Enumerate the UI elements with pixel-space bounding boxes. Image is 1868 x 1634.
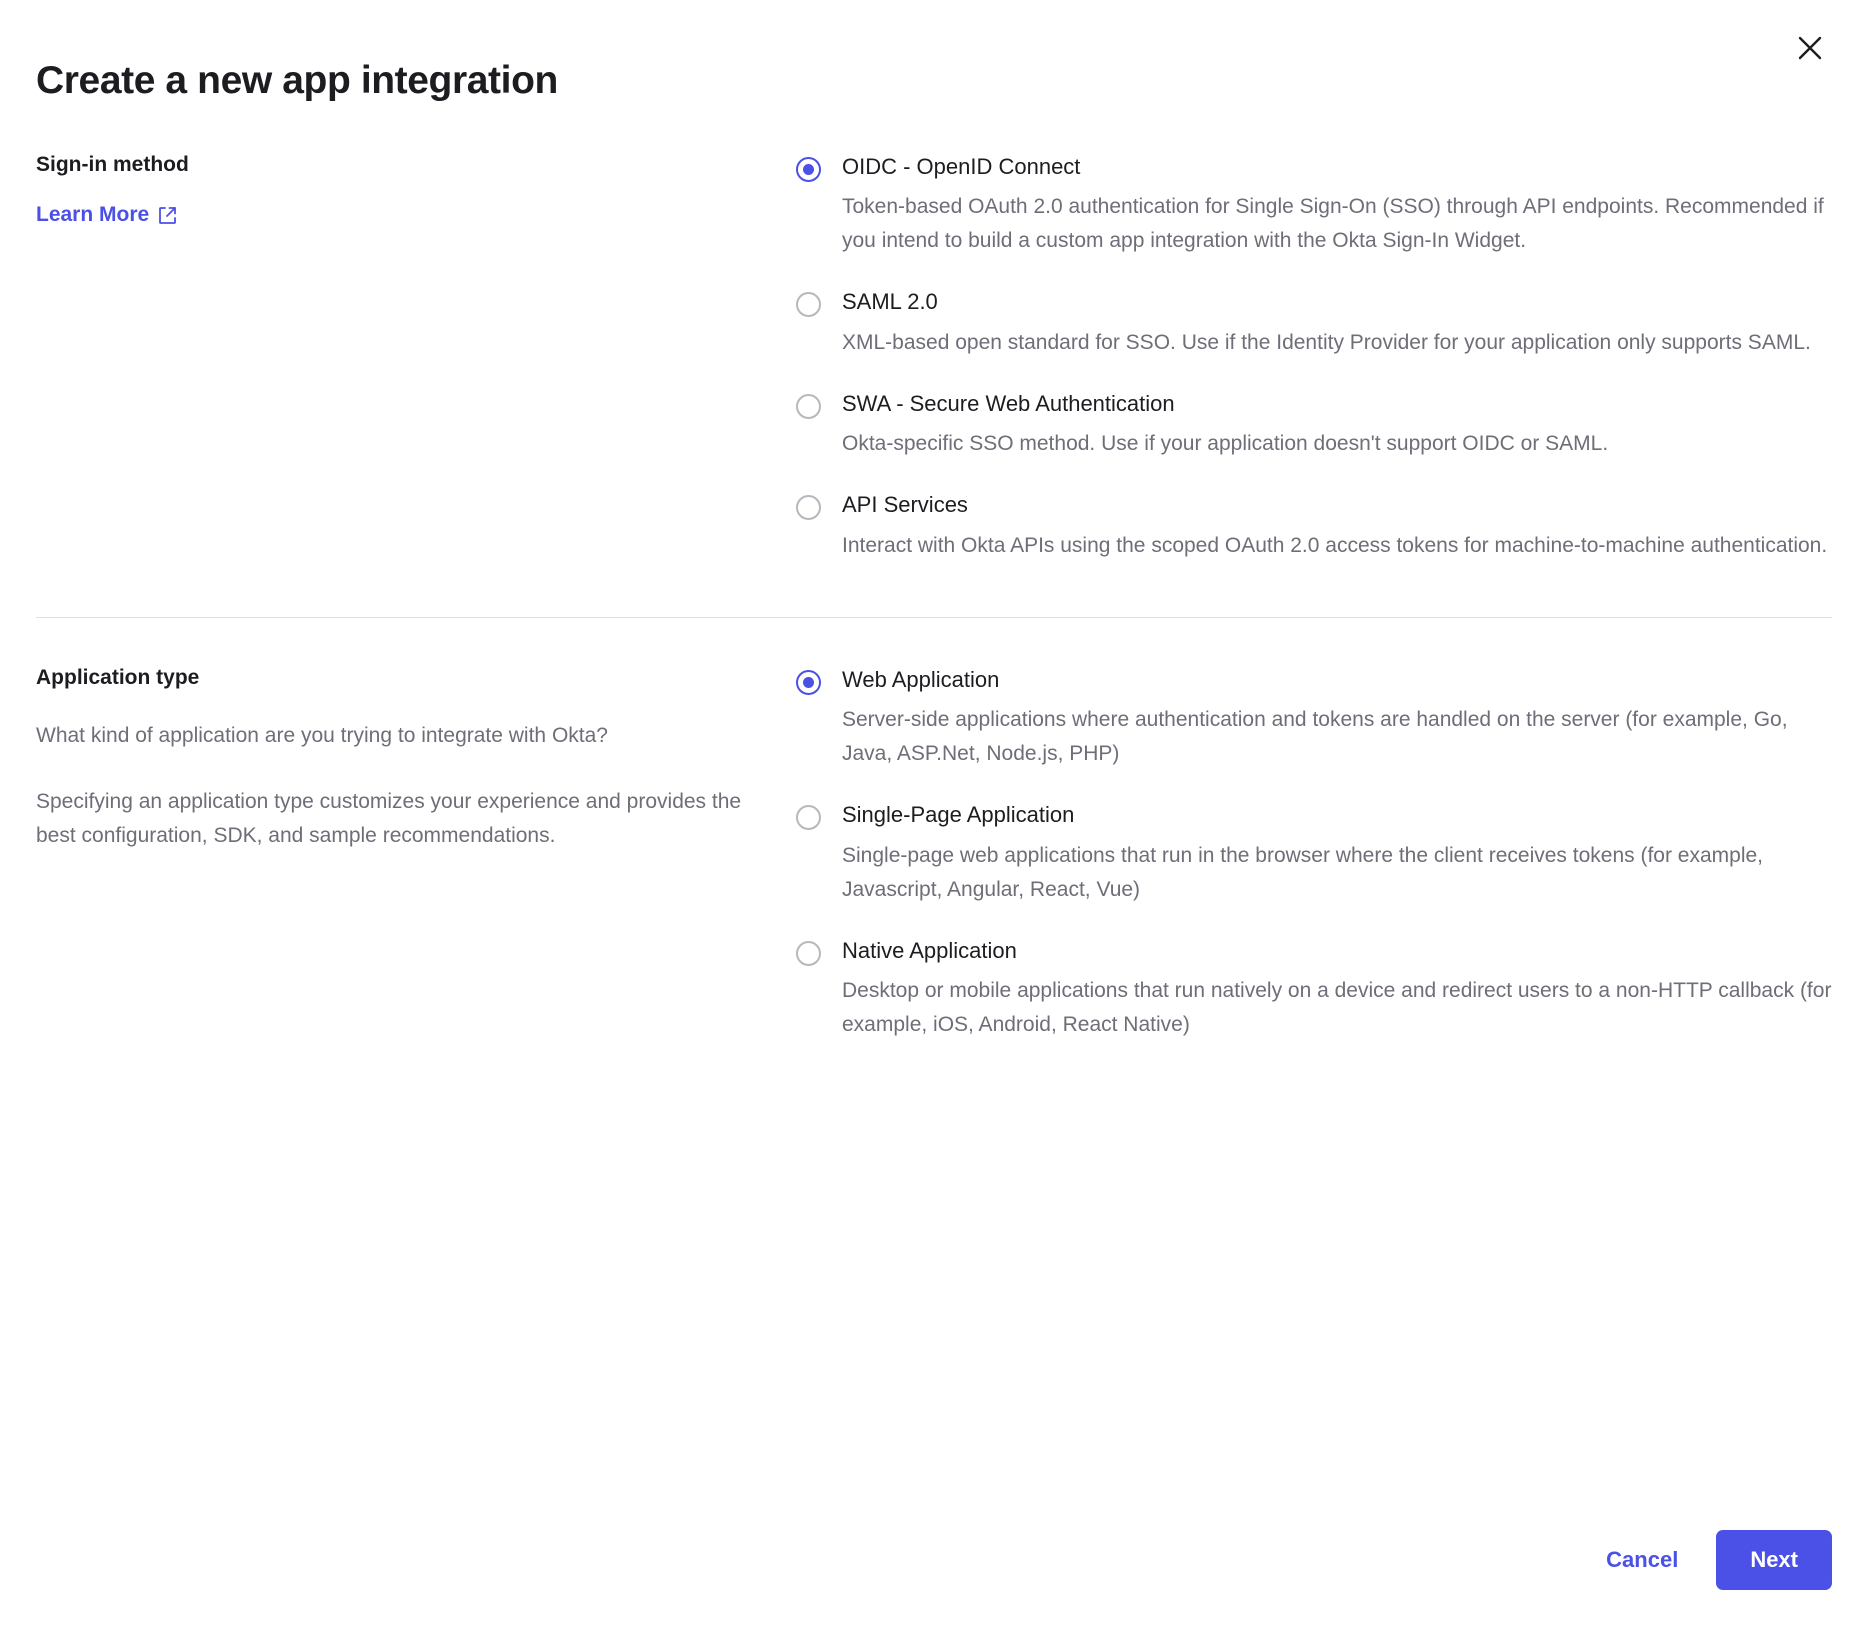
- option-web-application[interactable]: [796, 666, 1832, 772]
- radio-oidc[interactable]: [796, 157, 821, 182]
- option-swa[interactable]: [796, 390, 1832, 462]
- option-native-application[interactable]: [796, 937, 1832, 1043]
- application-type-options: [796, 664, 1832, 1043]
- application-type-label: Application type: [36, 665, 200, 689]
- option-native-application-desc: Desktop or mobile applications that run natively on a device and redirect users to a non-HTTP callback (for example, iOS, Android, React Native): [842, 979, 1832, 1037]
- option-saml-desc: XML-based open standard for SSO. Use if the Identity Provider for your application only supports SAML.: [842, 330, 1811, 354]
- application-type-desc-1: What kind of application are you trying to integrate with Okta?: [36, 724, 608, 748]
- option-oidc-desc: Token-based OAuth 2.0 authentication for Single Sign-On (SSO) through API endpoints. Recommended if you intend to build a custom app integration with the Okta Sign-In Widget.: [842, 195, 1824, 253]
- external-link-icon: [158, 206, 177, 225]
- option-native-application-title: Native Application: [842, 937, 1017, 963]
- option-single-page-application-desc: Single-page web applications that run in the browser where the client receives tokens (for example, Javascript, Angular, React, Vue): [842, 843, 1763, 901]
- next-button[interactable]: Next: [1716, 1530, 1832, 1590]
- sign-in-method-options: [796, 151, 1832, 563]
- option-api-services[interactable]: [796, 491, 1832, 563]
- option-saml-title: SAML 2.0: [842, 289, 938, 315]
- page-title: Create a new app integration: [36, 59, 558, 102]
- option-swa-title: SWA - Secure Web Authentication: [842, 390, 1175, 416]
- radio-swa[interactable]: [796, 394, 821, 419]
- close-icon[interactable]: [1788, 26, 1832, 70]
- sign-in-method-left: [36, 151, 796, 227]
- option-web-application-title: Web Application: [842, 666, 1000, 692]
- learn-more-link[interactable]: [36, 203, 177, 227]
- option-swa-desc: Okta-specific SSO method. Use if your application doesn't support OIDC or SAML.: [842, 432, 1609, 456]
- application-type-desc-2: Specifying an application type customizes your experience and provides the best configuration, SDK, and sample recommendations.: [36, 790, 742, 848]
- option-oidc[interactable]: [796, 153, 1832, 259]
- learn-more-label: Learn More: [36, 203, 150, 227]
- radio-web-application[interactable]: [796, 670, 821, 695]
- sign-in-method-section: [36, 105, 1832, 563]
- sign-in-method-label: Sign-in method: [36, 152, 189, 176]
- option-single-page-application-title: Single-Page Application: [842, 802, 1075, 828]
- option-api-services-title: API Services: [842, 492, 968, 518]
- cancel-button[interactable]: Cancel: [1602, 1537, 1682, 1583]
- application-type-left: [36, 664, 796, 853]
- option-saml[interactable]: [796, 288, 1832, 360]
- application-type-section: [36, 618, 1832, 1043]
- option-api-services-desc: Interact with Okta APIs using the scoped OAuth 2.0 access tokens for machine-to-machine authentication.: [842, 533, 1828, 557]
- radio-single-page-application[interactable]: [796, 805, 821, 830]
- radio-saml[interactable]: [796, 292, 821, 317]
- radio-api-services[interactable]: [796, 495, 821, 520]
- option-single-page-application[interactable]: [796, 801, 1832, 907]
- dialog-footer: [36, 1530, 1832, 1590]
- option-oidc-title: OIDC - OpenID Connect: [842, 153, 1081, 179]
- radio-native-application[interactable]: [796, 941, 821, 966]
- option-web-application-desc: Server-side applications where authentication and tokens are handled on the server (for example, Go, Java, ASP.Net, Node.js, PHP): [842, 708, 1788, 766]
